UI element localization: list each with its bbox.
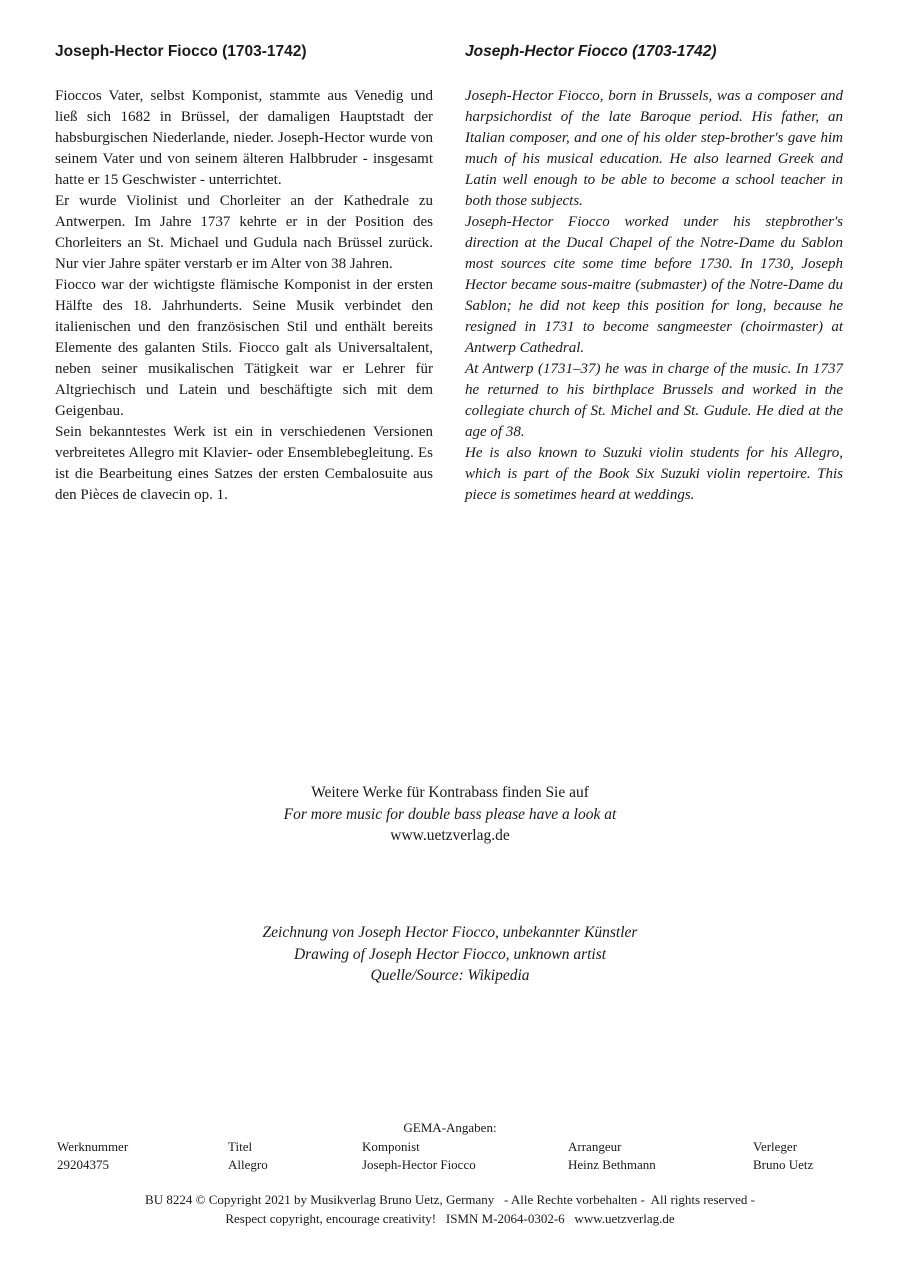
credit-line-english: Drawing of Joseph Hector Fiocco, unknown artist xyxy=(293,945,607,963)
gema-value: Allegro xyxy=(228,1157,268,1172)
gema-column-work-number xyxy=(57,1138,128,1174)
german-paragraph: Fiocco war der wichtigste flämische Komponist in der ersten Hälfte des 18. Jahrhunderts. Seine Musik verbindet den italienischen und den französischen Stil und enthält bereits Elemente des galanten Stils. Fiocco galt als Universaltalent, neben seiner musikalischen Tätigkeit war er Lehrer für Altgriechisch und Latein und beschäftigte sich mit dem Geigenbau. xyxy=(55,277,433,419)
promo-url: www.uetzverlag.de xyxy=(390,827,510,844)
publisher-promo xyxy=(0,782,900,847)
gema-value: Joseph-Hector Fiocco xyxy=(362,1157,476,1172)
german-column xyxy=(55,42,433,506)
german-paragraph: Er wurde Violinist und Chorleiter an der Kathedrale zu Antwerpen. Im Jahre 1737 kehrte er in der Position des Chorleiters an St. Michael und Gudula nach Brüssel zurück. Nur vier Jahre später verstarb er im Alter von 38 Jahren. xyxy=(55,193,433,272)
german-heading: Joseph-Hector Fiocco (1703-1742) xyxy=(55,43,307,60)
gema-column-arranger xyxy=(568,1138,656,1174)
credit-line-german: Zeichnung von Joseph Hector Fiocco, unbekannter Künstler xyxy=(262,924,638,941)
promo-line-german: Weitere Werke für Kontrabass finden Sie auf xyxy=(311,784,589,801)
english-heading: Joseph-Hector Fiocco (1703-1742) xyxy=(465,43,717,60)
gema-column-publisher xyxy=(753,1138,813,1174)
gema-label: Arrangeur xyxy=(568,1139,622,1154)
gema-value: Heinz Bethmann xyxy=(568,1157,656,1172)
english-paragraph: Joseph-Hector Fiocco worked under his stepbrother's direction at the Ducal Chapel of the Notre-Dame du Sablon most sources cite some time before 1730. In 1730, Joseph Hector became sous-maitre (submaster) of the Notre-Dame du Sablon; he did not keep this position for long, because he resigned in 1731 to become sangmeester (choirmaster) at Antwerp Cathedral. xyxy=(465,214,843,356)
gema-label: Werknummer xyxy=(57,1139,129,1154)
gema-title: GEMA-Angaben: xyxy=(403,1120,497,1135)
english-paragraph: Joseph-Hector Fiocco, born in Brussels, was a composer and harpsichordist of the late Baroque period. His father, an Italian composer, and one of his older step-brother's gave him much of his musical education. He also learned Greek and Latin well enough to be able to become a school teacher in both those subjects. xyxy=(465,88,843,209)
english-paragraph: He is also known to Suzuki violin students for his Allegro, which is part of the Book Six Suzuki violin repertoire. This piece is sometimes heard at weddings. xyxy=(465,445,843,503)
gema-column-title xyxy=(228,1138,268,1174)
gema-label: Titel xyxy=(228,1139,253,1154)
image-credit xyxy=(0,922,900,987)
gema-label: Verleger xyxy=(753,1139,798,1154)
gema-column-composer xyxy=(362,1138,476,1174)
isbn-line: Respect copyright, encourage creativity! ISMN M-2064-0302-6 www.uetzverlag.de xyxy=(225,1211,675,1226)
english-paragraph: At Antwerp (1731–37) he was in charge of the music. In 1737 he returned to his birthplace Brussels and worked in the collegiate church of St. Michel and St. Gudule. He died at the age of 38. xyxy=(465,361,843,440)
gema-label: Komponist xyxy=(362,1139,420,1154)
promo-line-english: For more music for double bass please have a look at xyxy=(283,805,617,823)
german-paragraph: Sein bekanntestes Werk ist ein in verschiedenen Versionen verbreitetes Allegro mit Klavier- oder Ensemblebegleitung. Es ist die Bearbeitung eines Satzes der ersten Cembalosuite aus den Pièces de clavecin op. 1. xyxy=(55,424,433,503)
gema-value: 29204375 xyxy=(57,1157,109,1172)
credit-source: Quelle/Source: Wikipedia xyxy=(370,967,530,984)
gema-value: Bruno Uetz xyxy=(753,1157,814,1172)
german-paragraph: Fioccos Vater, selbst Komponist, stammte aus Venedig und ließ sich 1682 in Brüssel, der damaligen Hauptstadt der habsburgischen Niederlande, nieder. Joseph-Hector wurde von seinem Vater und von seinem älteren Halbbruder - insgesamt hatte er 15 Geschwister - unterrichtet. xyxy=(55,88,433,188)
english-column xyxy=(465,42,843,506)
copyright-line: BU 8224 © Copyright 2021 by Musikverlag Bruno Uetz, Germany - Alle Rechte vorbehalten - All rights reserved - xyxy=(145,1192,755,1207)
